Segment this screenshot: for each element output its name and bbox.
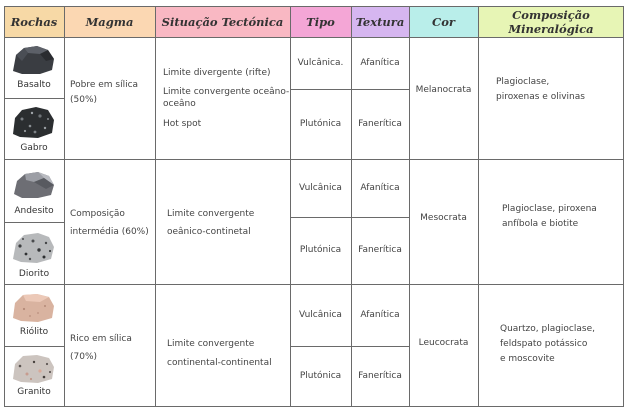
granite-rock-icon <box>10 352 56 384</box>
magma-cell-row2 <box>64 159 155 284</box>
grid-line <box>290 89 409 90</box>
situacao-line: continental-continental <box>167 358 272 368</box>
rock-name-granito: Granito <box>17 387 51 397</box>
composicao-line: e moscovite <box>500 354 555 364</box>
composicao-line: Plagioclase, piroxena <box>502 204 597 214</box>
situacao-cell-row1 <box>155 37 290 159</box>
header-tipo: Tipo <box>290 6 351 37</box>
magma-line: Composição <box>70 209 125 219</box>
textura-cell: Afanítica <box>360 309 400 320</box>
header-composicao: Composição Mineralógica <box>478 6 624 37</box>
tipo-cell: Vulcânica. <box>297 57 344 68</box>
grid-line <box>290 217 409 218</box>
composicao-cell-row1 <box>478 37 624 159</box>
situacao-line: Hot spot <box>163 119 202 129</box>
cor-cell-row2: Mesocrata <box>420 212 467 223</box>
gabbro-rock-icon <box>10 104 56 140</box>
header-situacao-tectonica: Situação Tectónica <box>155 6 290 37</box>
situacao-cell-row2 <box>155 159 290 284</box>
rock-name-diorito: Diorito <box>18 269 50 279</box>
situacao-line: oceâno <box>163 99 196 109</box>
rock-name-andesito: Andesito <box>14 206 54 216</box>
magma-cell-row1 <box>64 37 155 159</box>
cor-cell-row1: Melanocrata <box>415 84 472 95</box>
magma-line: Rico em sílica <box>70 334 132 344</box>
grid-line <box>4 159 624 160</box>
header-rochas: Rochas <box>4 6 64 37</box>
situacao-cell-row3 <box>155 284 290 407</box>
grid-line <box>290 6 291 407</box>
situacao-line: Limite convergente <box>167 209 255 219</box>
textura-cell: Fanerítica <box>358 245 402 255</box>
situacao-line: Limite convergente oceâno- <box>163 87 290 97</box>
header-magma: Magma <box>64 6 155 37</box>
grid-line <box>4 406 624 407</box>
composicao-line: Plagioclase, <box>496 77 550 87</box>
diorite-rock-icon <box>10 230 56 264</box>
grid-line <box>623 6 624 407</box>
grid-line <box>4 6 624 7</box>
composicao-line: Quartzo, plagioclase, <box>500 324 595 334</box>
grid-line <box>4 6 5 407</box>
tipo-cell: Vulcânica <box>299 182 342 193</box>
rock-cell-granito <box>4 346 64 407</box>
textura-cell: Fanerítica <box>358 371 402 381</box>
rock-cell-andesito <box>4 159 64 222</box>
tipo-cell: Plutónica <box>299 245 342 255</box>
composicao-cell-row2 <box>478 159 624 284</box>
situacao-line: oeânico-continetal <box>167 227 251 237</box>
grid-line <box>290 346 409 347</box>
textura-cell: Fanerítica <box>358 118 402 129</box>
rock-name-riolito: Riólito <box>19 327 49 337</box>
grid-line <box>4 37 624 38</box>
grid-line <box>478 6 479 407</box>
textura-cell: Afanítica <box>360 57 400 68</box>
header-textura: Textura <box>351 6 409 37</box>
situacao-line: Limite divergente (rifte) <box>163 68 271 78</box>
magma-line: intermédia (60%) <box>70 227 149 237</box>
rock-name-basalto: Basalto <box>17 80 51 90</box>
andesite-rock-icon <box>10 168 56 200</box>
tipo-cell: Plutónica <box>299 371 342 381</box>
grid-line <box>4 284 624 285</box>
textura-cell: Afanítica <box>360 182 400 193</box>
grid-line <box>64 6 65 407</box>
magma-line: Pobre em sílica <box>70 80 139 90</box>
situacao-line: Limite convergente <box>167 339 255 349</box>
rock-cell-gabro <box>4 98 64 159</box>
composicao-line: anfíbola e biotite <box>502 219 579 229</box>
rock-name-gabro: Gabro <box>20 143 48 153</box>
grid-line <box>351 6 352 407</box>
magma-line: (70%) <box>70 352 98 362</box>
tipo-cell: Plutónica <box>299 118 342 129</box>
grid-line <box>4 98 64 99</box>
cor-cell-row3: Leucocrata <box>418 337 469 348</box>
rock-cell-diorito <box>4 222 64 284</box>
rock-classification-table <box>4 6 624 407</box>
tipo-cell: Vulcânica <box>299 309 342 320</box>
rhyolite-rock-icon <box>10 291 56 323</box>
rock-cell-basalto <box>4 37 64 98</box>
magma-line: (50%) <box>70 95 98 105</box>
magma-cell-row3 <box>64 284 155 407</box>
composicao-cell-row3 <box>478 284 624 407</box>
grid-line <box>4 222 64 223</box>
header-cor: Cor <box>409 6 478 37</box>
composicao-line: piroxenas e olivinas <box>496 92 585 102</box>
composicao-line: feldspato potássico <box>500 339 588 349</box>
grid-line <box>4 346 64 347</box>
rock-cell-riolito <box>4 284 64 346</box>
basalt-rock-icon <box>10 43 56 77</box>
grid-line <box>409 6 410 407</box>
grid-line <box>155 6 156 407</box>
